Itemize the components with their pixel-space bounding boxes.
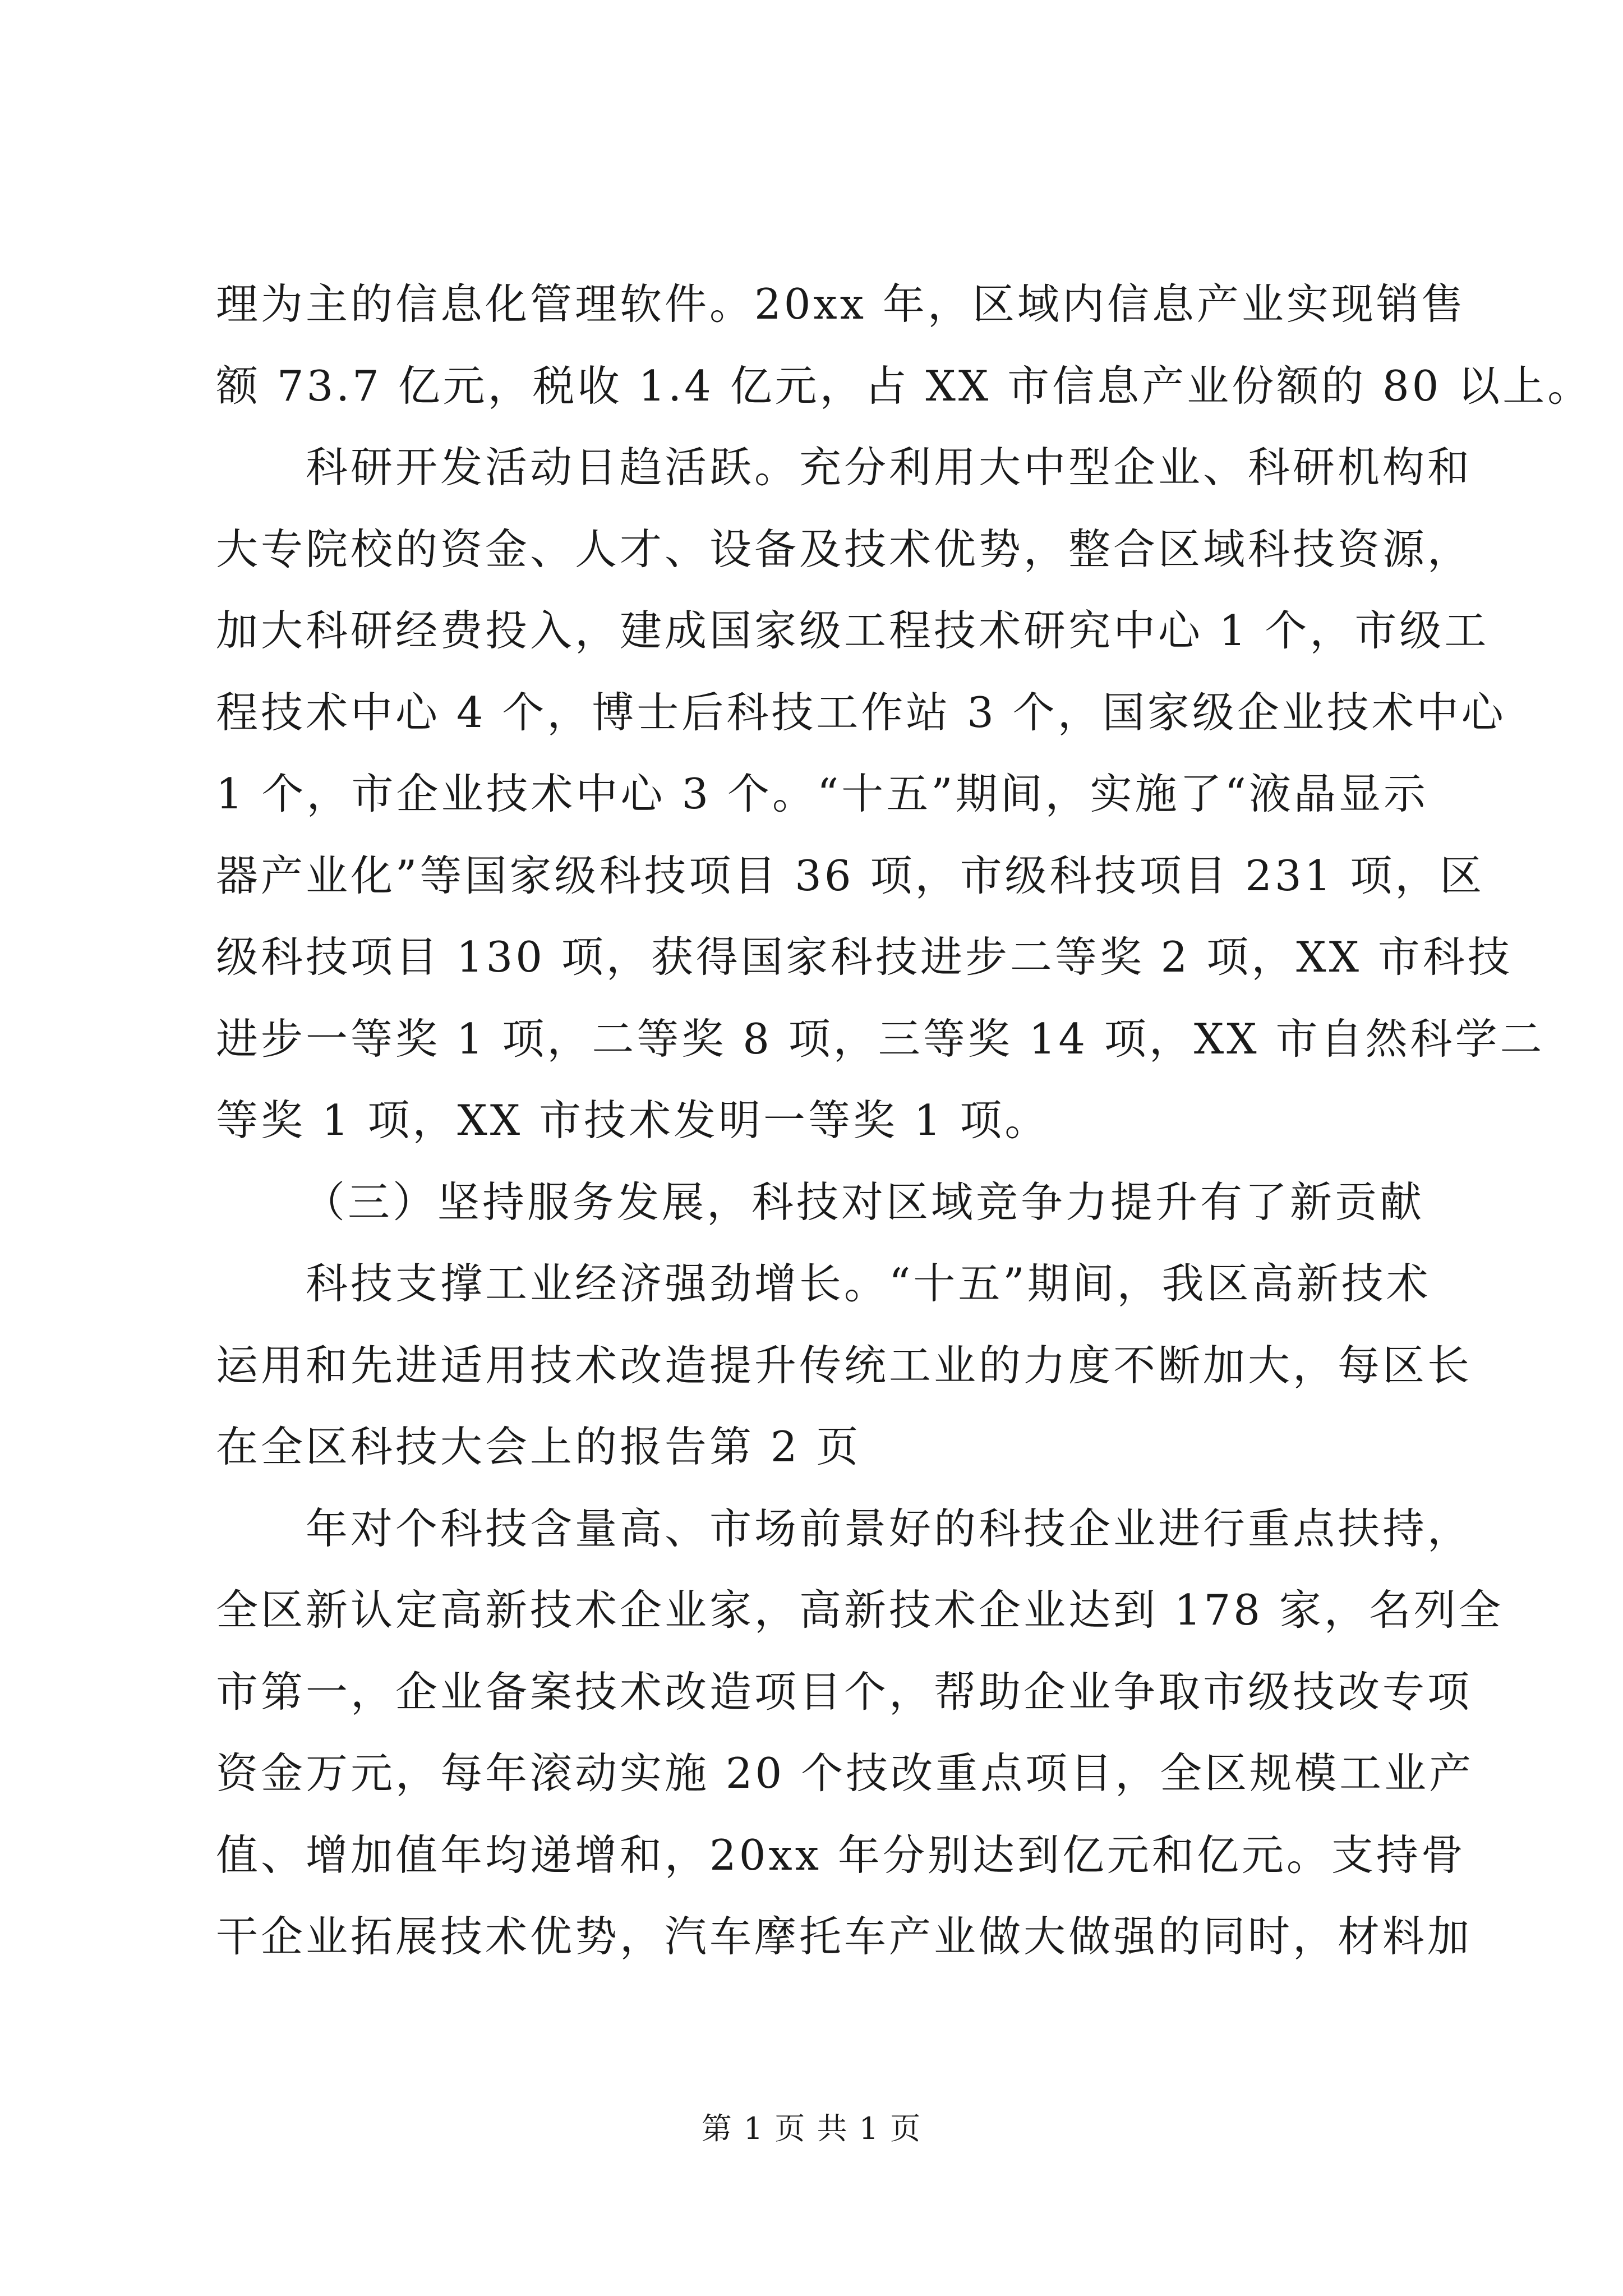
body-line: 1 个，市企业技术中心 3 个。“十五”期间，实施了“液晶显示 <box>216 769 1428 818</box>
body-line: 运用和先进适用技术改造提升传统工业的力度不断加大，每区长 <box>216 1340 1473 1390</box>
page-number-label: 第 1 页 共 1 页 <box>701 2111 922 2146</box>
document-body <box>216 264 1593 1978</box>
body-line: 市第一，企业备案技术改造项目个，帮助企业争取市级技改专项 <box>216 1667 1473 1717</box>
body-line: 级科技项目 130 项，获得国家科技进步二等奖 2 项，XX 市科技 <box>216 932 1513 982</box>
body-line: 等奖 1 项，XX 市技术发明一等奖 1 项。 <box>216 1096 1050 1145</box>
section-heading: （三）坚持服务发展，科技对区域竞争力提升有了新贡献 <box>303 1177 1425 1227</box>
body-line: 器产业化”等国家级科技项目 36 项，市级科技项目 231 项，区 <box>216 850 1485 900</box>
body-line: 程技术中心 4 个，博士后科技工作站 3 个，国家级企业技术中心 <box>216 687 1506 737</box>
body-line: 资金万元，每年滚动实施 20 个技改重点项目，全区规模工业产 <box>216 1749 1474 1798</box>
page-footer <box>0 2109 1623 2148</box>
body-line: 进步一等奖 1 项，二等奖 8 项，三等奖 14 项，XX 市自然科学二 <box>216 1014 1545 1064</box>
paragraph-start-line: 科技支撑工业经济强劲增长。“十五”期间，我区高新技术 <box>306 1259 1431 1308</box>
body-line: 在全区科技大会上的报告第 2 页 <box>216 1422 861 1471</box>
body-line: 全区新认定高新技术企业家，高新技术企业达到 178 家，名列全 <box>216 1585 1504 1635</box>
body-line: 理为主的信息化管理软件。20xx 年，区域内信息产业实现销售 <box>216 279 1466 329</box>
paragraph-start-line: 年对个科技含量高、市场前景好的科技企业进行重点扶持， <box>306 1503 1473 1553</box>
body-line: 值、增加值年均递增和，20xx 年分别达到亿元和亿元。支持骨 <box>216 1830 1466 1880</box>
body-line: 额 73.7 亿元，税收 1.4 亿元，占 XX 市信息产业份额的 80 以上。 <box>216 361 1593 411</box>
body-line: 大专院校的资金、人才、设备及技术优势，整合区域科技资源， <box>216 524 1473 574</box>
paragraph-start-line: 科研开发活动日趋活跃。充分利用大中型企业、科研机构和 <box>306 443 1473 492</box>
body-line: 加大科研经费投入，建成国家级工程技术研究中心 1 个，市级工 <box>216 606 1490 655</box>
body-line: 干企业拓展技术优势，汽车摩托车产业做大做强的同时，材料加 <box>216 1912 1473 1961</box>
